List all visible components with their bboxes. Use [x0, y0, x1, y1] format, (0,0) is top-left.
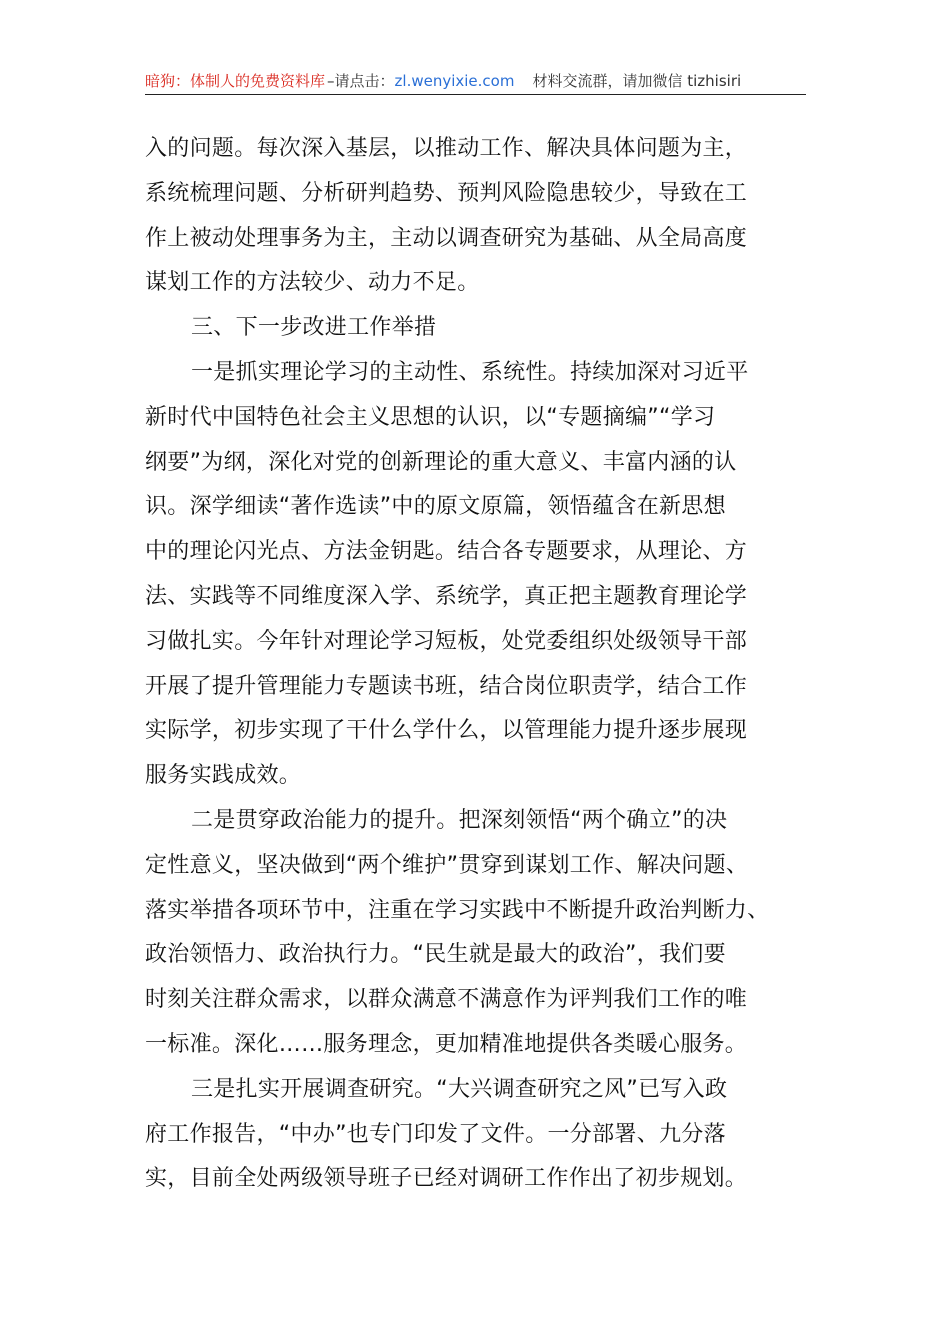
- text-line: 时刻关注群众需求，以群众满意不满意作为评判我们工作的唯: [145, 987, 748, 1013]
- page-header: [145, 70, 806, 95]
- text-line: 法、实践等不同维度深入学、系统学，真正把主题教育理论学: [145, 583, 748, 609]
- text-line: 政治领悟力、政治执行力。“民生就是最大的政治”，我们要: [145, 942, 726, 968]
- section-heading: [145, 306, 815, 351]
- document-body: [145, 127, 815, 1202]
- paragraph-political-ability: [145, 799, 815, 1068]
- text-line: 习做扎实。今年针对理论学习短板，处党委组织处级领导干部: [145, 628, 748, 654]
- header-brand: 暗狗：体制人的免费资料库: [145, 72, 326, 90]
- text-line: 一标准。深化……服务理念，更加精准地提供各类暖心服务。: [145, 1031, 748, 1057]
- header-prompt: –请点击：: [327, 72, 395, 90]
- text-line: 新时代中国特色社会主义思想的认识，以“专题摘编”“学习: [145, 404, 716, 430]
- paragraph-research: [145, 1068, 815, 1202]
- text-line: 二是贯穿政治能力的提升。把深刻领悟“两个确立”的决: [191, 807, 728, 833]
- text-line: 实际学，初步实现了干什么学什么，以管理能力提升逐步展现: [145, 718, 748, 744]
- text-line: 落实举措各项环节中，注重在学习实践中不断提升政治判断力、: [145, 897, 770, 923]
- text-line: 纲要”为纲，深化对党的创新理论的重大意义、丰富内涵的认: [145, 449, 737, 475]
- header-contact: 材料交流群，请加微信 tizhisiri: [532, 72, 742, 90]
- text-line: 中的理论闪光点、方法金钥匙。结合各专题要求，从理论、方: [145, 539, 748, 565]
- text-line: 定性意义，坚决做到“两个维护”贯穿到谋划工作、解决问题、: [145, 852, 749, 878]
- header-site-link[interactable]: zl.wenyixie.com: [394, 72, 515, 90]
- text-line: 作上被动处理事务为主，主动以调查研究为基础、从全局高度: [145, 225, 748, 251]
- text-line: 实，目前全处两级领导班子已经对调研工作作出了初步规划。: [145, 1166, 748, 1192]
- text-line: 三是扎实开展调查研究。“大兴调查研究之风”已写入政: [191, 1076, 728, 1102]
- text-line: 服务实践成效。: [145, 763, 302, 789]
- text-line: 府工作报告，“中办”也专门印发了文件。一分部署、九分落: [145, 1121, 726, 1147]
- paragraph-theory-study: [145, 351, 815, 799]
- text-line: 入的问题。每次深入基层，以推动工作、解决具体问题为主，: [145, 136, 748, 161]
- text-line: 三、下一步改进工作举措: [191, 315, 437, 341]
- text-line: 识。深学细读“著作选读”中的原文原篇，领悟蕴含在新思想: [145, 494, 726, 520]
- text-line: 系统梳理问题、分析研判趋势、预判风险隐患较少，导致在工: [145, 180, 748, 206]
- paragraph-problem-summary: [145, 127, 815, 306]
- text-line: 一是抓实理论学习的主动性、系统性。持续加深对习近平: [191, 359, 749, 385]
- text-line: 谋划工作的方法较少、动力不足。: [145, 270, 480, 296]
- text-line: 开展了提升管理能力专题读书班，结合岗位职责学，结合工作: [145, 673, 748, 699]
